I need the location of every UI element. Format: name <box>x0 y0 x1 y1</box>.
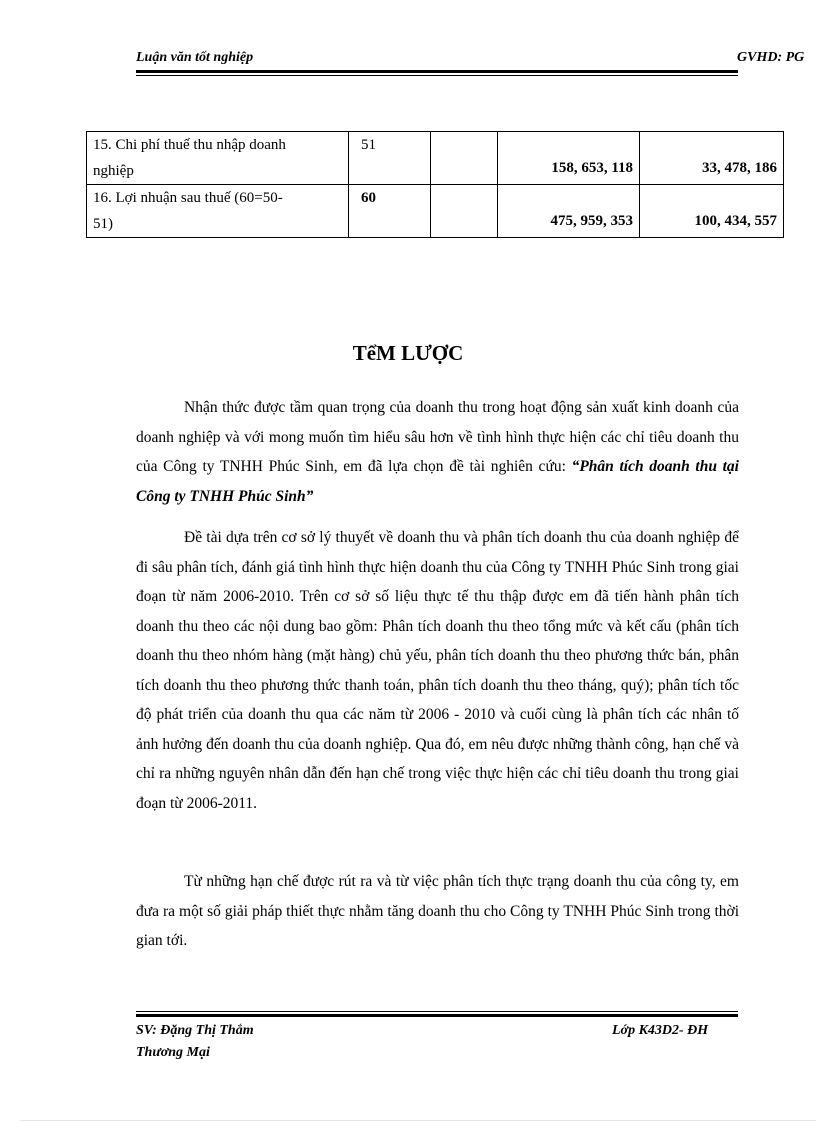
summary-paragraph-1 <box>136 393 739 511</box>
footer-class: Lớp K43D2- ĐH <box>612 1023 709 1038</box>
header-advisor: GVHD: PG <box>737 50 805 65</box>
row-code: 51 <box>349 132 431 185</box>
row-label <box>87 185 349 238</box>
table-row <box>87 185 784 238</box>
row-note <box>431 132 498 185</box>
paragraph-text: Nhận thức được tầm quan trọng của doanh thu trong hoạt động sản xuất kinh doanh của doanh nghiệp và với mong muốn tìm hiểu sâu hơn về tình hình thực hiện các chỉ tiêu doanh thu của Công ty TNHH Phúc Sinh, em đã lựa chọn đề tài nghiên cứu: <box>136 399 739 475</box>
row-label <box>87 132 349 185</box>
row-note <box>431 185 498 238</box>
table-row <box>87 132 784 185</box>
row-value-previous: 33, 478, 186 <box>640 132 784 185</box>
summary-paragraph-3: Từ những hạn chế được rút ra và từ việc phân tích thực trạng doanh thu của công ty, em đưa ra một số giải pháp thiết thực nhằm tăng doanh thu cho Công ty TNHH Phúc Sinh trong thời gian tới. <box>136 873 739 949</box>
row-label-line1: 15. Chi phí thuế thu nhập doanh <box>93 137 286 153</box>
header-rule-thin <box>136 75 738 76</box>
header-title: Luận văn tốt nghiệp <box>136 50 254 65</box>
page-edge-line <box>20 1120 816 1121</box>
financial-table <box>86 131 784 238</box>
footer-rule-thick <box>136 1014 738 1017</box>
row-label-line1: 16. Lợi nhuận sau thuế (60=50- <box>93 190 283 206</box>
row-value-current: 475, 959, 353 <box>498 185 640 238</box>
footer-student: SV: Đặng Thị Thắm <box>136 1023 254 1038</box>
footer-rule-thin <box>136 1011 738 1012</box>
section-title: TểM LƯỢC <box>352 341 464 365</box>
row-value-previous: 100, 434, 557 <box>640 185 784 238</box>
row-code: 60 <box>349 185 431 238</box>
row-label-line2: 51) <box>93 216 113 232</box>
summary-paragraph-2: Đề tài dựa trên cơ sở lý thuyết về doanh thu và phân tích doanh thu của doanh nghiệp để đi sâu phân tích, đánh giá tình hình thực hiện doanh thu của Công ty TNHH Phúc Sinh trong giai đoạn từ năm 2006-2010. Trên cơ sở số liệu thực tế thu thập được em đã tiến hành phân tích doanh thu theo các nội dung bao gồm: Phân tích doanh thu theo tổng mức và kết cấu (phân tích doanh thu theo nhóm hàng (mặt hàng) chủ yếu, phân tích doanh thu theo phương thức bán, phân tích doanh thu theo phương thức thanh toán, phân tích doanh thu theo tháng, quý); phân tích tốc độ phát triển của doanh thu qua các năm từ 2006 - 2010 và cuối cùng là phân tích các nhân tố ảnh hưởng đến doanh thu của doanh nghiệp. Qua đó, em nêu được những thành công, hạn chế và chỉ ra những nguyên nhân dẫn đến hạn chế trong việc thực hiện các chỉ tiêu doanh thu trong giai đoạn từ 2006-2011. <box>136 529 739 812</box>
row-label-line2: nghiệp <box>93 163 134 179</box>
header-rule-thick <box>136 70 738 73</box>
thesis-topic-quote: “Phân tích doanh thu tại Công ty TNHH Phúc Sinh” <box>136 458 739 505</box>
row-value-current: 158, 653, 118 <box>498 132 640 185</box>
footer-school: Thương Mại <box>136 1045 210 1060</box>
